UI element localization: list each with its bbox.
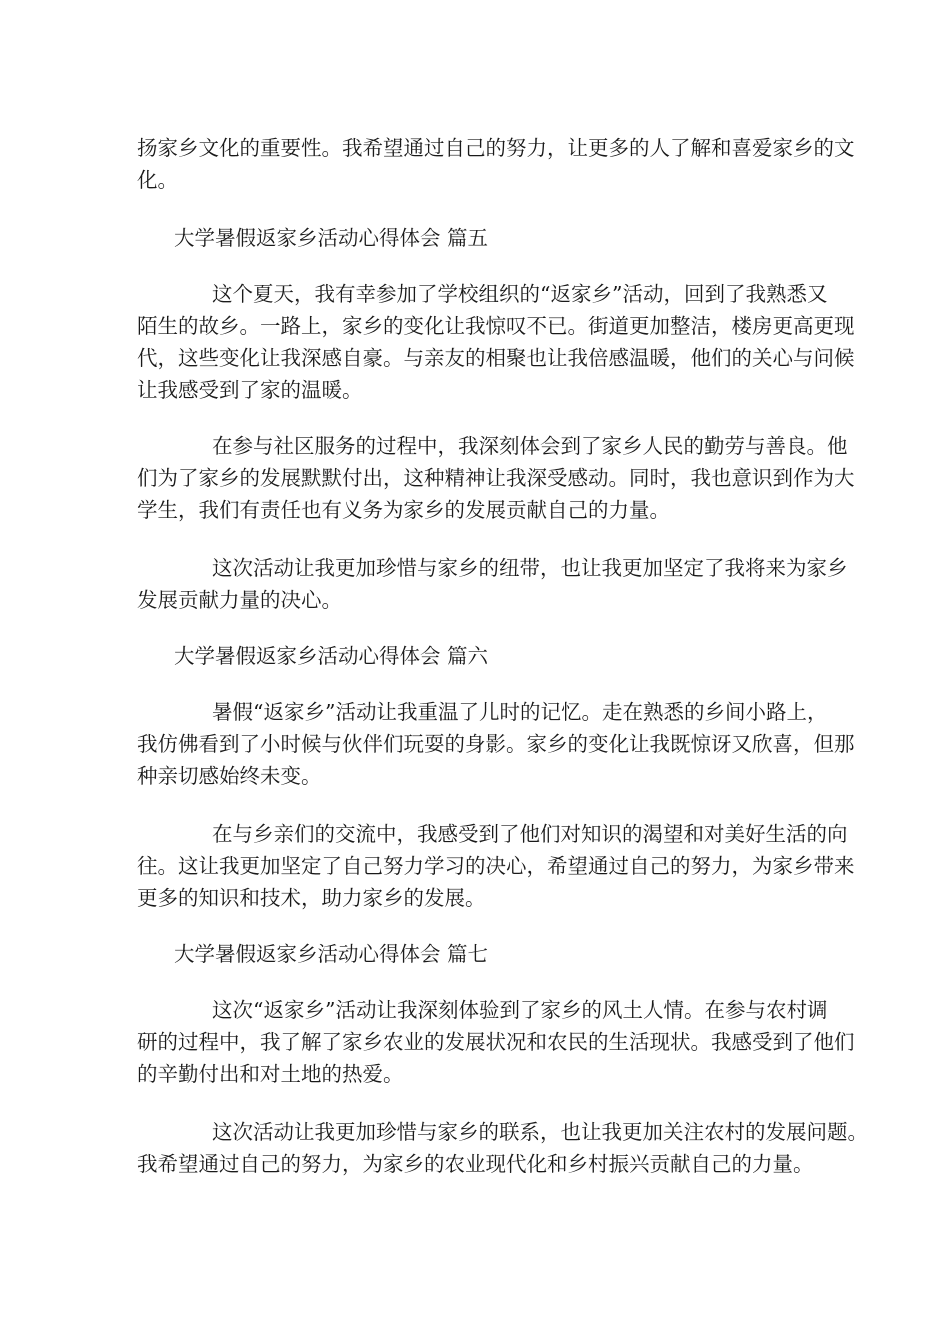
text-line: 研的过程中，我了解了家乡农业的发展状况和农民的生活现状。我感受到了他们: [137, 1030, 855, 1054]
text-line: 化。: [137, 168, 178, 192]
text-line: 在与乡亲们的交流中，我感受到了他们对知识的渴望和对美好生活的向: [212, 822, 848, 846]
section-heading: 大学暑假返家乡活动心得体会 篇六: [174, 644, 489, 668]
text-line: 暑假“返家乡”活动让我重温了儿时的记忆。走在熟悉的乡间小路上，: [212, 700, 828, 724]
text-line: 学生，我们有责任也有义务为家乡的发展贡献自己的力量。: [137, 498, 670, 522]
text-line: 这次“返家乡”活动让我深刻体验到了家乡的风土人情。在参与农村调: [212, 998, 828, 1022]
section-heading: 大学暑假返家乡活动心得体会 篇七: [174, 942, 489, 966]
text-line: 往。这让我更加坚定了自己努力学习的决心，希望通过自己的努力，为家乡带来: [137, 854, 855, 878]
text-line: 发展贡献力量的决心。: [137, 588, 342, 612]
section-heading: 大学暑假返家乡活动心得体会 篇五: [174, 226, 489, 250]
text-line: 扬家乡文化的重要性。我希望通过自己的努力，让更多的人了解和喜爱家乡的文: [137, 136, 855, 160]
text-line: 这次活动让我更加珍惜与家乡的联系，也让我更加关注农村的发展问题。: [212, 1120, 868, 1144]
text-line: 陌生的故乡。一路上，家乡的变化让我惊叹不已。街道更加整洁，楼房更高更现: [137, 314, 855, 338]
text-line: 们为了家乡的发展默默付出，这种精神让我深受感动。同时，我也意识到作为大: [137, 466, 855, 490]
text-line: 的辛勤付出和对土地的热爱。: [137, 1062, 404, 1086]
text-line: 这次活动让我更加珍惜与家乡的纽带，也让我更加坚定了我将来为家乡: [212, 556, 848, 580]
text-line: 在参与社区服务的过程中，我深刻体会到了家乡人民的勤劳与善良。他: [212, 434, 848, 458]
text-line: 更多的知识和技术，助力家乡的发展。: [137, 886, 486, 910]
text-line: 种亲切感始终未变。: [137, 764, 322, 788]
text-line: 我希望通过自己的努力，为家乡的农业现代化和乡村振兴贡献自己的力量。: [137, 1152, 814, 1176]
text-line: 代，这些变化让我深感自豪。与亲友的相聚也让我倍感温暖，他们的关心与问候: [137, 346, 855, 370]
text-line: 这个夏天，我有幸参加了学校组织的“返家乡”活动，回到了我熟悉又: [212, 282, 828, 306]
text-line: 我仿佛看到了小时候与伙伴们玩耍的身影。家乡的变化让我既惊讶又欣喜，但那: [137, 732, 855, 756]
text-line: 让我感受到了家的温暖。: [137, 378, 363, 402]
